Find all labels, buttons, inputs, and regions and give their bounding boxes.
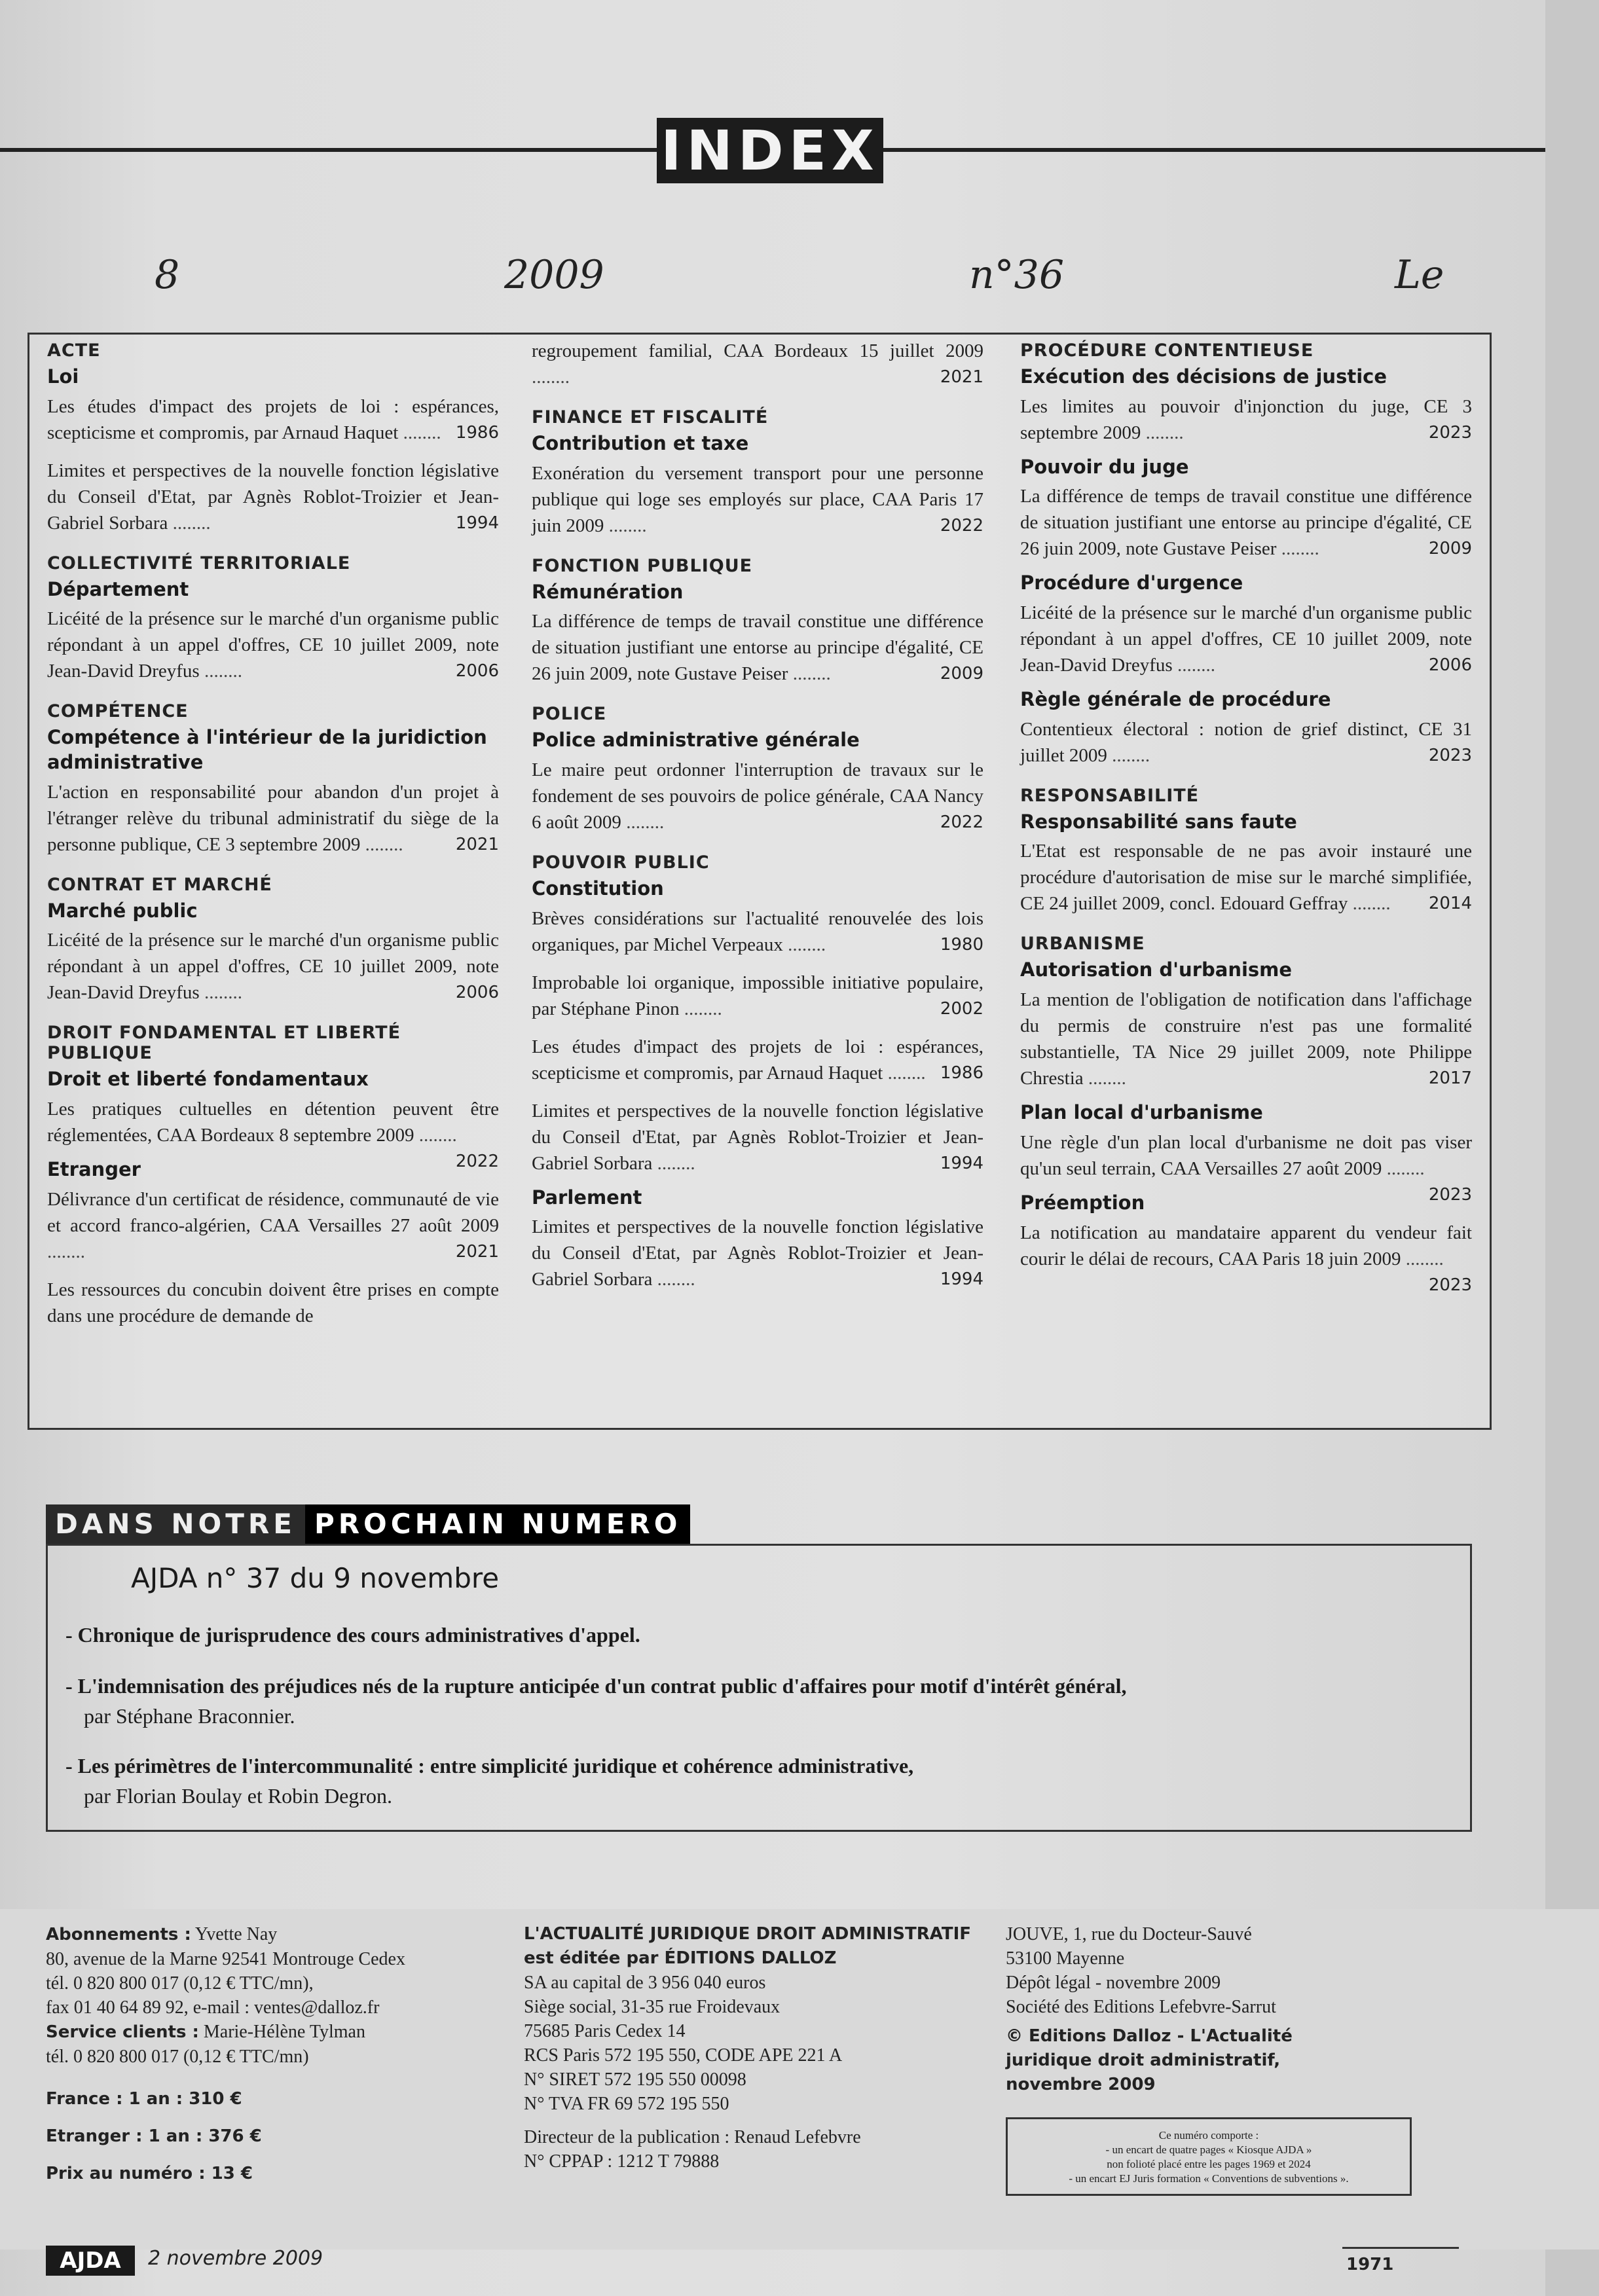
dot-leader: ........ — [47, 1241, 85, 1262]
dot-leader: ........ — [1107, 744, 1150, 766]
index-entry-page: 2021 — [455, 834, 499, 854]
index-column-1 — [47, 335, 499, 1329]
index-entry-text: Licéité de la présence sur le marché d'un organisme public répondant à un appel d'offres, CE 10 juillet 2009, note Jean-David Dreyfus — [47, 930, 499, 1004]
next-issue-tab-left: DANS NOTRE — [46, 1504, 305, 1544]
journal-logo: AJDA — [46, 2246, 135, 2276]
page-number: 1971 — [1346, 2255, 1394, 2274]
index-section-heading: COMPÉTENCE — [47, 701, 189, 722]
index-subheading: Droit et liberté fondamentaux — [47, 1068, 369, 1091]
index-entry — [47, 606, 499, 684]
publisher-line: RCS Paris 572 195 550, CODE APE 221 A — [524, 2045, 843, 2066]
index-entry-text: Les ressources du concubin doivent être prises en compte dans une procédure de demande de — [47, 1279, 499, 1326]
index-subheading: Autorisation d'urbanisme — [1020, 958, 1293, 981]
index-entry-page: 2021 — [455, 1241, 499, 1262]
index-entry-page: 2006 — [1428, 655, 1472, 676]
printer-line: JOUVE, 1, rue du Docteur-Sauvé — [1006, 1924, 1252, 1944]
index-entry — [532, 338, 983, 390]
handwritten-note: 8 — [155, 252, 180, 298]
publisher-line: N° SIRET 572 195 550 00098 — [524, 2069, 746, 2090]
index-entry-page: 2009 — [1428, 539, 1472, 559]
subscriptions-contact: Yvette Nay — [194, 1924, 278, 1944]
folio-rule — [1342, 2247, 1459, 2249]
printer-line: Dépôt légal - novembre 2009 — [1006, 1973, 1221, 1993]
issue-date: 2 novembre 2009 — [148, 2247, 323, 2270]
handwritten-note: n°36 — [969, 252, 1064, 298]
next-issue-item — [65, 1751, 913, 1811]
publisher-line: Siège social, 31-35 rue Froidevaux — [524, 1997, 781, 2017]
cppap-number: N° CPPAP : 1212 T 79888 — [524, 2151, 720, 2172]
index-entry-text: Limites et perspectives de la nouvelle fonction législative du Conseil d'Etat, par Agnès Roblot-Troizier et Jean-Gabriel Sorbara — [532, 1100, 983, 1174]
publication-director: Directeur de la publication : Renaud Lefebvre — [524, 2127, 861, 2147]
index-entry-page: 2022 — [455, 1152, 499, 1172]
insert-note-line: - un encart de quatre pages « Kiosque AJDA » — [1105, 2143, 1312, 2156]
index-entry-text: Délivrance d'un certificat de résidence, communauté de vie et accord franco-algérien, CAA Versailles 27 août 2009 — [47, 1188, 499, 1236]
index-entry — [532, 905, 983, 958]
index-entry-text: Le maire peut ordonner l'interruption de travaux sur le fondement de ses pouvoirs de police générale, CAA Nancy 6 août 2009 — [532, 759, 983, 833]
next-issue-tab-right: PROCHAIN NUMERO — [305, 1504, 691, 1544]
index-entry-page: 2023 — [1428, 1184, 1472, 1205]
dot-leader: ........ — [1348, 893, 1391, 915]
index-entry-text: Exonération du versement transport pour une personne publique qui loge ses employés sur place, CAA Paris 17 juin 2009 — [532, 462, 983, 536]
subscription-info — [46, 1922, 517, 2186]
dot-leader: ........ — [788, 663, 831, 685]
insert-note-box — [1006, 2117, 1412, 2196]
copyright: © Editions Dalloz - L'Actualité juridique droit administratif, novembre 2009 — [1006, 2026, 1293, 2094]
index-entry-page: 2006 — [455, 661, 499, 682]
index-entry-page: 2002 — [940, 998, 983, 1019]
next-issue-item-author: par Florian Boulay et Robin Degron. — [84, 1784, 393, 1808]
index-entry-page: 2023 — [1428, 1275, 1472, 1295]
index-entry — [532, 757, 983, 835]
index-entry-text: La mention de l'obligation de notification dans l'affichage du permis de construire n'est pas une formalité substantielle, TA Nice 29 juillet 2009, note Philippe Chrestia — [1020, 989, 1472, 1089]
page-title: INDEX — [657, 118, 883, 183]
price-france: France : 1 an : 310 € — [46, 2089, 242, 2109]
insert-note-line: - un encart EJ Juris formation « Conventions de subventions ». — [1069, 2172, 1349, 2185]
next-issue-item-title: - Chronique de jurisprudence des cours administratives d'appel. — [65, 1623, 640, 1647]
index-subheading: Parlement — [532, 1186, 642, 1209]
next-issue-item-author: par Stéphane Braconnier. — [84, 1704, 295, 1728]
index-section-heading: COLLECTIVITÉ TERRITORIALE — [47, 553, 351, 574]
index-entry — [1020, 1220, 1472, 1295]
index-entry-text: Licéité de la présence sur le marché d'un organisme public répondant à un appel d'offres, CE 10 juillet 2009, note Jean-David Dreyfus — [1020, 602, 1472, 676]
publisher-info — [524, 1922, 995, 2174]
dot-leader: ........ — [1401, 1248, 1444, 1269]
index-entry-page: 2022 — [940, 515, 983, 536]
index-subheading: Préemption — [1020, 1191, 1145, 1214]
dot-leader: ........ — [1172, 655, 1215, 676]
service-label: Service clients : — [46, 2022, 199, 2042]
subscriptions-label: Abonnements : — [46, 1925, 191, 1944]
price-issue: Prix au numéro : 13 € — [46, 2164, 253, 2183]
next-issue-item — [65, 1620, 640, 1650]
publisher-subtitle: est éditée par ÉDITIONS DALLOZ — [524, 1948, 837, 1968]
index-entry-text: Improbable loi organique, impossible initiative populaire, par Stéphane Pinon — [532, 972, 983, 1019]
index-entry-page: 2006 — [455, 983, 499, 1003]
index-entry-text: La notification au mandataire apparent du vendeur fait courir le délai de recours, CAA Paris 18 juin 2009 — [1020, 1222, 1472, 1269]
next-issue-item — [65, 1671, 1126, 1731]
dot-leader: ........ — [1382, 1157, 1425, 1179]
dot-leader: ........ — [621, 812, 665, 833]
phone-line: tél. 0 820 800 017 (0,12 € TTC/mn), — [46, 1973, 314, 1994]
index-subheading: Plan local d'urbanisme — [1020, 1101, 1263, 1124]
next-issue-title: AJDA n° 37 du 9 novembre — [131, 1562, 500, 1594]
index-section-heading: ACTE — [47, 340, 101, 361]
index-subheading: Loi — [47, 365, 79, 388]
index-subheading: Compétence à l'intérieur de la juridiction administrative — [47, 726, 487, 774]
dot-leader: ........ — [398, 422, 441, 443]
index-section-heading: FINANCE ET FISCALITÉ — [532, 407, 769, 428]
index-entry-page: 2023 — [1428, 745, 1472, 765]
index-entry-text: Limites et perspectives de la nouvelle fonction législative du Conseil d'Etat, par Agnès Roblot-Troizier et Jean-Gabriel Sorbara — [532, 1216, 983, 1290]
printer-info — [1006, 1922, 1438, 2097]
index-entry-text: Les limites au pouvoir d'injonction du juge, CE 3 septembre 2009 — [1020, 395, 1472, 443]
next-issue-tab — [46, 1504, 690, 1544]
dot-leader: ........ — [414, 1125, 457, 1146]
index-entry — [1020, 600, 1472, 678]
printer-line: 53100 Mayenne — [1006, 1948, 1125, 1969]
dot-leader: ........ — [883, 1062, 926, 1084]
index-entry — [47, 393, 499, 446]
index-entry — [1020, 483, 1472, 562]
header-rule-left — [0, 148, 657, 152]
index-entry-text: Contentieux électoral : notion de grief distinct, CE 31 juillet 2009 — [1020, 718, 1472, 766]
index-entry-text: La différence de temps de travail constitue une différence de situation justifiant une entorse au principe d'égalité, CE 26 juin 2009, note Gustave Peiser — [1020, 486, 1472, 560]
index-entry-text: L'action en responsabilité pour abandon d'un projet à l'étranger relève du tribunal administratif du siège de la personne publique, CE 3 septembre 2009 — [47, 781, 499, 855]
index-section-heading: FONCTION PUBLIQUE — [532, 555, 753, 576]
printer-line: Société des Editions Lefebvre-Sarrut — [1006, 1997, 1276, 2017]
address-line: 80, avenue de la Marne 92541 Montrouge Cedex — [46, 1949, 405, 1969]
next-issue-item-title: - Les périmètres de l'intercommunalité : entre simplicité juridique et cohérence administrative, — [65, 1754, 914, 1777]
index-entry — [47, 1277, 499, 1329]
publisher-line: N° TVA FR 69 572 195 550 — [524, 2094, 729, 2114]
dot-leader: ........ — [199, 661, 242, 682]
index-entry-page: 1986 — [455, 422, 499, 443]
index-entry-page: 1986 — [940, 1063, 983, 1083]
publisher-title: L'ACTUALITÉ JURIDIQUE DROIT ADMINISTRATIF — [524, 1924, 972, 1944]
index-subheading: Constitution — [532, 877, 664, 900]
index-entry — [1020, 716, 1472, 769]
index-entry — [532, 608, 983, 687]
fax-email-line: fax 01 40 64 89 92, e-mail : ventes@dalloz.fr — [46, 1997, 380, 2018]
index-entry-text: Les pratiques cultuelles en détention peuvent être réglementées, CAA Bordeaux 8 septembre 2009 — [47, 1099, 499, 1146]
index-entry — [532, 1098, 983, 1176]
dot-leader: ........ — [604, 515, 647, 536]
service-contact: Marie-Hélène Tylman — [203, 2022, 365, 2042]
dot-leader: ........ — [199, 982, 242, 1004]
index-subheading: Contribution et taxe — [532, 432, 749, 454]
publisher-line: 75685 Paris Cedex 14 — [524, 2021, 686, 2041]
index-section-heading: PROCÉDURE CONTENTIEUSE — [1020, 340, 1314, 361]
index-subheading: Marché public — [47, 899, 198, 922]
dot-leader: ........ — [1276, 538, 1319, 560]
index-entry-page: 2017 — [1428, 1068, 1472, 1089]
index-section-heading: POLICE — [532, 704, 607, 725]
dot-leader: ........ — [1141, 422, 1184, 443]
dot-leader: ........ — [360, 833, 403, 855]
index-entry — [532, 970, 983, 1022]
index-entry-text: regroupement familial, CAA Bordeaux 15 juillet 2009 — [532, 340, 983, 361]
price-foreign: Etranger : 1 an : 376 € — [46, 2126, 262, 2146]
header-rule-right — [883, 148, 1545, 152]
handwritten-note: 2009 — [504, 252, 604, 298]
dot-leader: ........ — [532, 367, 570, 388]
index-entry-page: 1980 — [940, 934, 983, 955]
index-entry-page: 2014 — [1428, 894, 1472, 914]
index-entry-text: L'Etat est responsable de ne pas avoir instauré une procédure d'autorisation de mise sur le marché simplifiée, CE 24 juillet 2009, concl. Edouard Geffray — [1020, 841, 1472, 915]
index-subheading: Responsabilité sans faute — [1020, 810, 1297, 833]
index-entry-text: Une règle d'un plan local d'urbanisme ne doit pas viser qu'un seul terrain, CAA Versailles 27 août 2009 — [1020, 1131, 1472, 1179]
index-entry-page: 1994 — [940, 1153, 983, 1173]
publisher-line: SA au capital de 3 956 040 euros — [524, 1973, 766, 1993]
next-issue-item-title: - L'indemnisation des préjudices nés de la rupture anticipée d'un contrat public d'affaires pour motif d'intérêt général, — [65, 1674, 1127, 1698]
index-subheading: Règle générale de procédure — [1020, 688, 1331, 711]
dot-leader: ........ — [679, 998, 722, 1019]
index-entry-text: La différence de temps de travail constitue une différence de situation justifiant une entorse au principe d'égalité, CE 26 juin 2009, note Gustave Peiser — [532, 611, 983, 685]
index-entry-text: Les études d'impact des projets de loi : espérances, scepticisme et compromis, par Arnaud Haquet — [532, 1036, 983, 1084]
index-entry-page: 2009 — [940, 664, 983, 684]
index-entry — [47, 779, 499, 858]
insert-note-line: non folioté placé entre les pages 1969 et 2024 — [1107, 2158, 1311, 2170]
index-entry — [47, 458, 499, 536]
index-entry-text: Licéité de la présence sur le marché d'un organisme public répondant à un appel d'offres, CE 10 juillet 2009, note Jean-David Dreyfus — [47, 608, 499, 682]
dot-leader: ........ — [1083, 1068, 1126, 1089]
index-entry — [532, 460, 983, 539]
index-section-heading: CONTRAT ET MARCHÉ — [47, 874, 272, 895]
index-section-heading: URBANISME — [1020, 934, 1145, 955]
service-phone: tél. 0 820 800 017 (0,12 € TTC/mn) — [46, 2047, 309, 2067]
insert-note-line: Ce numéro comporte : — [1158, 2129, 1259, 2141]
index-subheading: Pouvoir du juge — [1020, 455, 1189, 478]
index-entry-page: 2022 — [940, 812, 983, 833]
dot-leader: ........ — [652, 1152, 695, 1174]
index-entry-page: 2023 — [1428, 422, 1472, 443]
index-entry-page: 1994 — [940, 1269, 983, 1290]
index-subheading: Etranger — [47, 1158, 141, 1181]
index-entry-text: Brèves considérations sur l'actualité renouvelée des lois organiques, par Michel Verpeaux — [532, 907, 983, 955]
index-entry-text: Limites et perspectives de la nouvelle fonction législative du Conseil d'Etat, par Agnès Roblot-Troizier et Jean-Gabriel Sorbara — [47, 460, 499, 534]
index-entry-text: Les études d'impact des projets de loi : espérances, scepticisme et compromis, par Arnaud Haquet — [47, 395, 499, 443]
index-section-heading: POUVOIR PUBLIC — [532, 852, 710, 873]
index-entry — [47, 1186, 499, 1265]
index-column-3 — [1020, 335, 1472, 1298]
index-entry — [532, 1034, 983, 1086]
index-entry-page: 2021 — [940, 367, 983, 387]
index-subheading: Département — [47, 577, 189, 600]
index-section-heading: RESPONSABILITÉ — [1020, 785, 1200, 806]
index-subheading: Procédure d'urgence — [1020, 572, 1243, 594]
index-subheading: Police administrative générale — [532, 729, 860, 752]
index-entry-page: 1994 — [455, 513, 499, 533]
dot-leader: ........ — [782, 934, 826, 955]
index-entry — [532, 1214, 983, 1292]
index-subheading: Exécution des décisions de justice — [1020, 365, 1387, 388]
index-entry — [1020, 393, 1472, 446]
index-entry — [1020, 838, 1472, 917]
handwritten-note: Le — [1395, 252, 1444, 298]
index-subheading: Rémunération — [532, 580, 684, 603]
index-section-heading: DROIT FONDAMENTAL ET LIBERTÉ PUBLIQUE — [47, 1023, 401, 1064]
dot-leader: ........ — [652, 1269, 695, 1290]
index-entry — [1020, 987, 1472, 1091]
index-column-2 — [532, 335, 983, 1292]
dot-leader: ........ — [168, 512, 211, 534]
index-entry — [47, 927, 499, 1006]
